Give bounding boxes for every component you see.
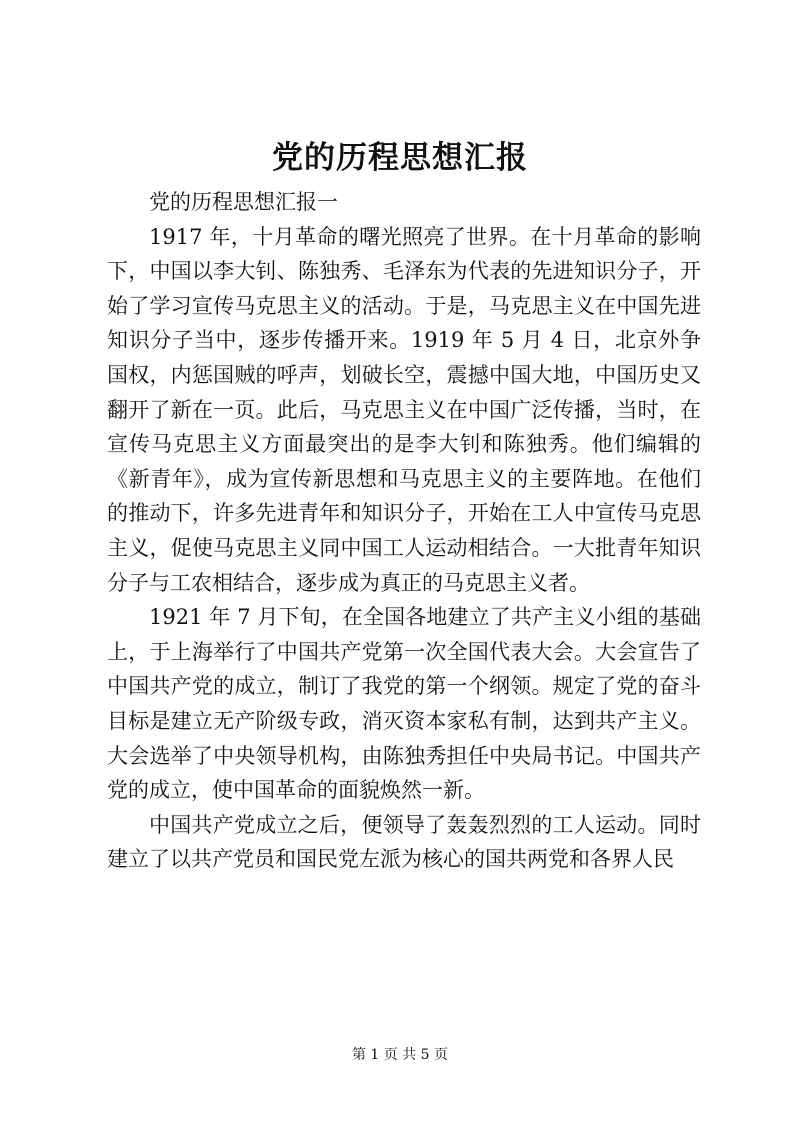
paragraph-1: 1917 年，十月革命的曙光照亮了世界。在十月革命的影响下，中国以李大钊、陈独秀、毛泽东为代表的先进知识分子，开始了学习宣传马克思主义的活动。于是，马克思主义在中国先进知识分子当中，逐步传播开来。1919 年 5 月 4 日，北京外争国权，内惩国贼的呼声，划破长空，震撼中国大地，中国历史又翻开了新在一页。此后，马克思主义在中国广泛传播，当时，在宣传马克思主义方面最突出的是李大钊和陈独秀。他们编辑的《新青年》，成为宣传新思想和马克思主义的主要阵地。在他们的推动下，许多先进青年和知识分子，开始在工人中宣传马克思主义，促使马克思主义同中国工人运动相结合。一大批青年知识分子与工农相结合，逐步成为真正的马克思主义者。 [107,224,701,595]
paragraph-2: 1921 年 7 月下旬，在全国各地建立了共产主义小组的基础上，于上海举行了中国共产党第一次全国代表大会。大会宣告了中国共产党的成立，制订了我党的第一个纲领。规定了党的奋斗目标是建立无产阶级专政，消灭资本家私有制，达到共产主义。大会选举了中央领导机构，由陈独秀担任中央局书记。中国共产党的成立，使中国革命的面貌焕然一新。 [107,605,701,803]
document-title: 党的历程思想汇报 [272,140,528,176]
paragraph-3: 中国共产党成立之后，便领导了轰轰烈烈的工人运动。同时建立了以共产党员和国民党左派为核心的国共两党和各界人民 [107,812,701,872]
page-number-footer: 第 1 页 共 5 页 [351,1047,449,1063]
section-heading: 党的历程思想汇报一 [149,190,338,214]
document-body [107,185,701,877]
